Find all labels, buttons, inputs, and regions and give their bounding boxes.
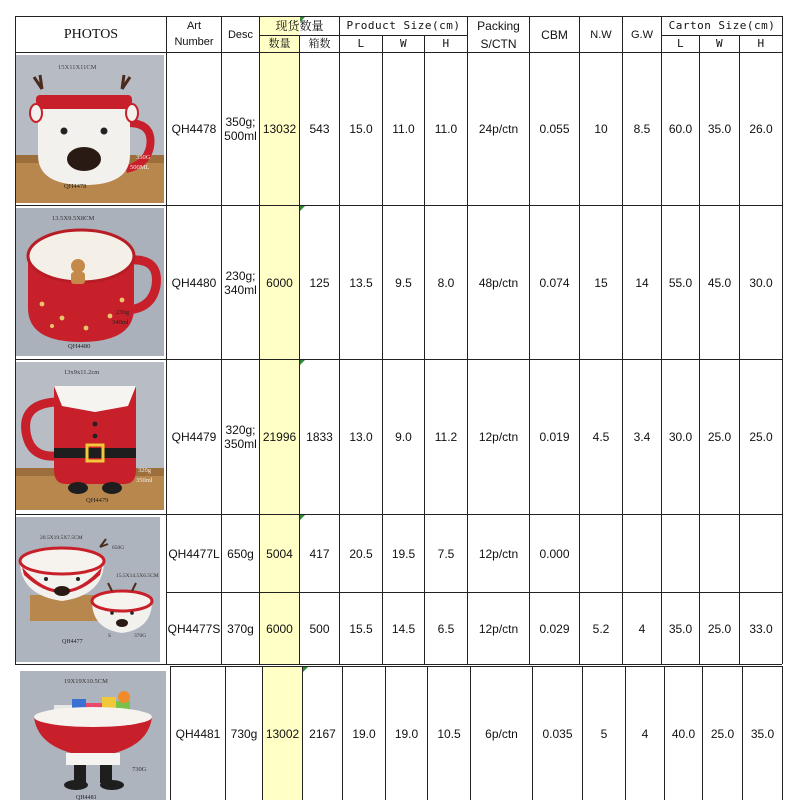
cell-art-number: QH4479	[171, 430, 217, 444]
header-photos: PHOTOS	[63, 26, 119, 42]
cell-carton-H	[740, 515, 782, 592]
photo-code-label: QH4478	[64, 183, 87, 190]
photo-dim-label: 15X11X11CM	[58, 64, 97, 71]
photo-dim-label-large: 20.5X19.5X7.5CM	[40, 535, 83, 541]
photo-code-label: QH4479	[86, 497, 109, 504]
cell-nw: 5	[600, 726, 608, 741]
cell-desc-volume: 500ml	[224, 129, 257, 143]
cell-boxes: 500	[309, 621, 330, 636]
cell-carton-H: 25.0	[749, 430, 773, 444]
cell-nw: 10	[594, 122, 608, 136]
cell-product-L: 15.0	[349, 122, 373, 136]
photo-code-label: QH4480	[68, 343, 91, 350]
cell-gw: 3.4	[633, 430, 651, 444]
product-photo-santa-bowl	[20, 671, 166, 800]
cell-carton-L: 60.0	[668, 122, 693, 136]
cell-gw	[623, 515, 661, 592]
header-art: Art	[186, 19, 202, 32]
cell-desc	[222, 53, 259, 205]
cell-product-W: 14.5	[391, 621, 416, 636]
cell-cbm: 0.029	[539, 621, 570, 636]
cell-carton-W: 35.0	[707, 122, 732, 136]
cell-product-W: 19.0	[394, 726, 419, 741]
cell-carton-H: 35.0	[750, 726, 775, 741]
cell-carton-W: 25.0	[710, 726, 735, 741]
cell-stock-qty: 13002	[265, 726, 300, 741]
cell-stock-qty: 6000	[266, 275, 293, 290]
cell-boxes: 417	[309, 546, 330, 561]
header-stock: 现货数量	[275, 19, 324, 33]
photo-weight-label: 230g	[116, 309, 129, 316]
header-cbm: CBM	[541, 27, 568, 42]
header-carton-L: L	[676, 37, 685, 50]
cell-stock-qty: 13032	[262, 122, 297, 136]
photo-volume-label: 340ml	[112, 319, 129, 326]
cell-cbm: 0.000	[539, 546, 570, 561]
cell-cbm: 0.035	[542, 726, 573, 741]
cell-product-H: 6.5	[437, 621, 455, 636]
product-photo-reindeer-bowls	[16, 517, 160, 662]
photo-weight-label: 730G	[132, 766, 147, 773]
cell-desc: 650g	[227, 546, 254, 561]
cell-desc: 730g	[230, 726, 258, 741]
cell-carton-L: 35.0	[668, 621, 693, 636]
cell-product-H: 11.2	[434, 430, 458, 444]
cell-packing: 24p/ctn	[478, 122, 519, 136]
photo-volume-label: 500ML	[130, 164, 150, 171]
header-packing: Packing	[477, 19, 520, 33]
photo-size-label-small: S	[108, 633, 112, 639]
cell-product-H: 8.0	[437, 275, 455, 290]
cell-carton-L	[662, 515, 699, 592]
cell-nw: 15	[594, 275, 608, 290]
cell-nw: 4.5	[592, 430, 610, 444]
photo-weight-label-small: 370G	[134, 633, 147, 639]
cell-product-W: 11.0	[392, 122, 415, 136]
cell-desc-weight: 230g;	[225, 268, 256, 283]
cell-gw: 8.5	[633, 122, 651, 136]
header-desc: Desc	[227, 28, 254, 41]
cell-product-L: 15.5	[349, 621, 373, 636]
photo-weight-label-large: 650G	[112, 545, 125, 551]
cell-nw: 5.2	[592, 621, 610, 636]
cell-boxes: 543	[309, 122, 330, 136]
product-photo-reindeer-mug	[16, 55, 164, 203]
cell-boxes: 1833	[306, 430, 333, 444]
header-product-W: W	[399, 37, 408, 50]
cell-carton-W	[700, 515, 739, 592]
header-product-L: L	[357, 37, 365, 50]
cell-carton-W: 25.0	[707, 430, 732, 444]
cell-carton-L: 55.0	[668, 275, 693, 290]
cell-desc	[222, 360, 259, 514]
product-photo-gingerbread-mug	[16, 208, 164, 356]
cell-desc	[222, 206, 259, 359]
cell-art-number: QH4478	[171, 122, 217, 136]
cell-product-H: 7.5	[437, 546, 455, 561]
header-gw: G.W	[631, 28, 653, 41]
cell-product-W: 9.5	[395, 275, 412, 290]
cell-carton-H: 26.0	[749, 122, 773, 136]
cell-art-number: QH4480	[171, 275, 217, 290]
photo-dim-label: 13x9x11.2cm	[64, 369, 100, 376]
cell-carton-H: 33.0	[749, 621, 773, 636]
photo-code-label: QH4481	[76, 795, 97, 800]
cell-gw: 4	[641, 726, 649, 741]
cell-packing: 6p/ctn	[485, 726, 518, 741]
header-boxes: 箱数	[308, 38, 331, 50]
cell-carton-L: 40.0	[671, 726, 696, 741]
header-carton-W: W	[715, 37, 724, 50]
cell-cbm: 0.074	[539, 275, 570, 290]
cell-art-number: QH4477L	[168, 546, 220, 561]
cell-desc-weight: 320g;	[225, 423, 256, 437]
cell-product-W: 19.5	[391, 546, 416, 561]
cell-art-number: QH4477S	[167, 621, 221, 636]
cell-carton-L: 30.0	[668, 430, 693, 444]
photo-code-label: QH4477	[62, 639, 83, 645]
cell-packing: 48p/ctn	[478, 275, 519, 290]
header-number: Number	[174, 35, 214, 48]
header-product-H: H	[442, 37, 450, 50]
cell-product-L: 13.5	[349, 275, 373, 290]
cell-stock-qty: 21996	[262, 430, 297, 444]
cell-product-W: 9.0	[395, 430, 412, 444]
cell-art-number: QH4481	[175, 726, 221, 741]
header-carton-size: Carton Size(cm)	[668, 19, 776, 32]
cell-nw	[580, 515, 622, 592]
cell-product-L: 20.5	[349, 546, 373, 561]
cell-packing: 12p/ctn	[478, 621, 519, 636]
cell-gw: 4	[638, 621, 646, 636]
cell-carton-W: 25.0	[707, 621, 732, 636]
cell-stock-qty: 5004	[266, 546, 293, 561]
cell-cbm: 0.019	[539, 430, 570, 444]
cell-product-H: 10.5	[437, 726, 461, 741]
photo-weight-label: 320g	[138, 467, 151, 474]
cell-cbm: 0.055	[539, 122, 570, 136]
cell-desc-weight: 350g;	[225, 115, 256, 129]
cell-packing: 12p/ctn	[478, 430, 519, 444]
photo-volume-label: 350ml	[136, 477, 153, 484]
cell-carton-H: 30.0	[749, 275, 773, 290]
cell-stock-qty: 6000	[266, 621, 293, 636]
cell-gw: 14	[635, 275, 649, 290]
product-photo-santa-mug	[16, 362, 164, 510]
cell-carton-W: 45.0	[707, 275, 732, 290]
photo-dim-label: 13.5X9.5X8CM	[52, 215, 95, 222]
cell-boxes: 125	[309, 275, 330, 290]
header-qty: 数量	[268, 38, 291, 50]
photo-weight-label: 350G	[136, 154, 151, 161]
header-nw: N.W	[590, 28, 612, 41]
cell-desc-volume: 340ml	[224, 282, 257, 297]
photo-dim-label: 19X19X10.5CM	[64, 678, 108, 685]
cell-boxes: 2167	[309, 726, 336, 741]
header-carton-H: H	[757, 37, 765, 50]
photo-dim-label-small: 15.5X14.5X6.5CM	[116, 573, 159, 579]
cell-desc: 370g	[227, 621, 254, 636]
cell-product-H: 11.0	[434, 122, 458, 136]
cell-packing: 12p/ctn	[478, 546, 519, 561]
cell-product-L: 13.0	[349, 430, 373, 444]
cell-product-L: 19.0	[352, 726, 376, 741]
cell-desc-volume: 350ml	[224, 437, 257, 451]
header-product-size: Product Size(cm)	[346, 19, 461, 32]
header-sctn: S/CTN	[480, 36, 517, 51]
